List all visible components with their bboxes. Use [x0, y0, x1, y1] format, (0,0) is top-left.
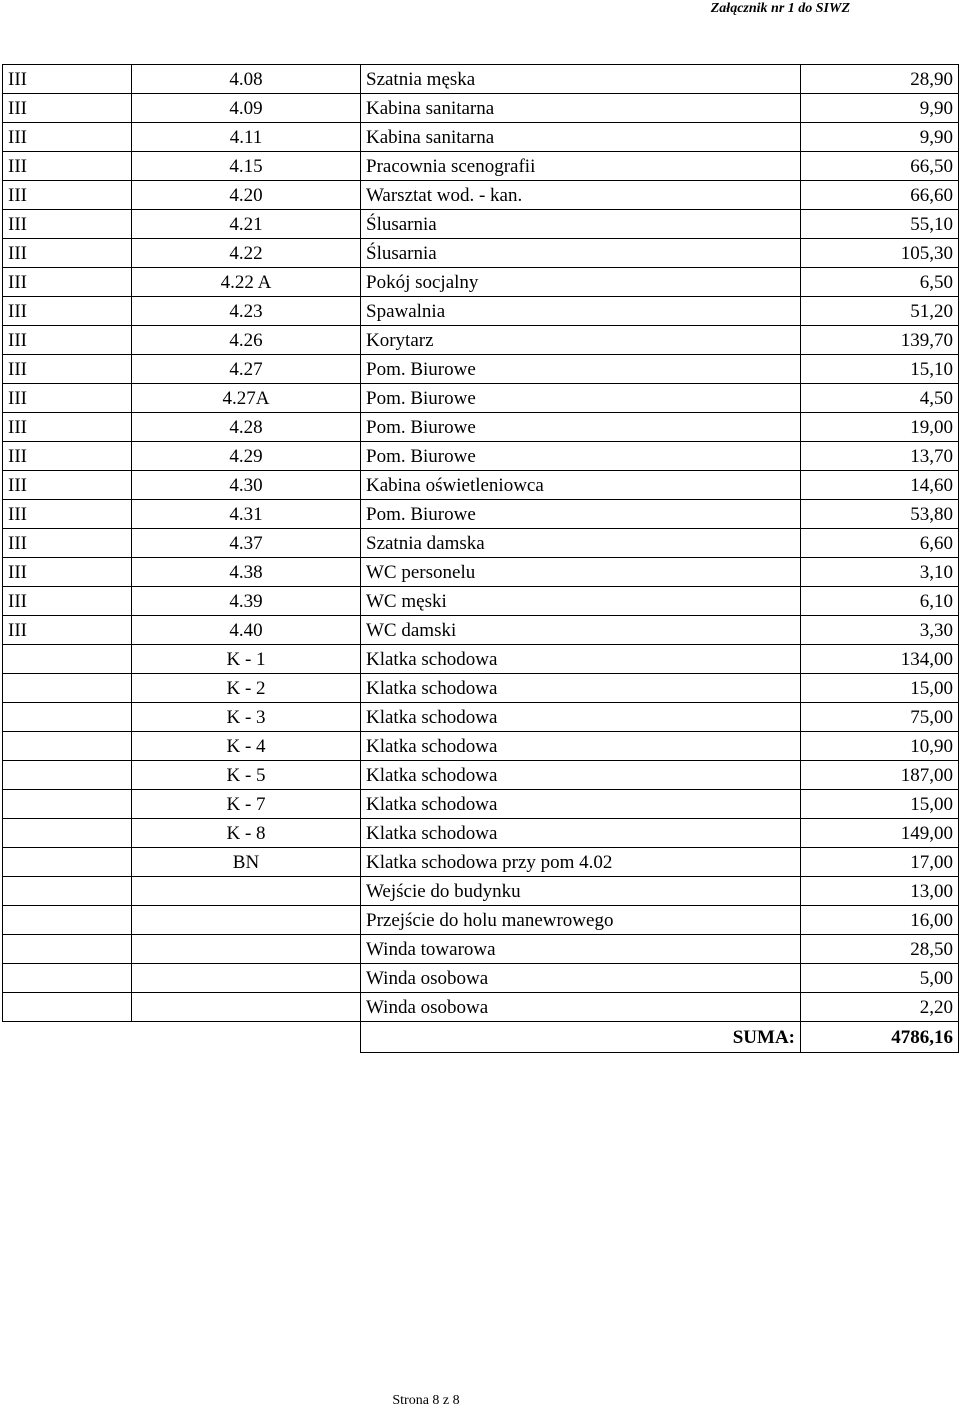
area-cell: 14,60 — [801, 471, 959, 500]
room-name-cell: Wejście do budynku — [361, 877, 801, 906]
floor-cell: III — [3, 558, 132, 587]
rooms-table — [2, 64, 959, 1053]
room-name-cell: Kabina sanitarna — [361, 94, 801, 123]
area-cell: 187,00 — [801, 761, 959, 790]
table-row — [3, 471, 959, 500]
area-cell: 28,50 — [801, 935, 959, 964]
floor-cell — [3, 906, 132, 935]
room-number-cell: 4.20 — [132, 181, 361, 210]
floor-cell — [3, 877, 132, 906]
room-number-cell: 4.29 — [132, 442, 361, 471]
room-number-cell: 4.40 — [132, 616, 361, 645]
floor-cell: III — [3, 616, 132, 645]
table-row — [3, 94, 959, 123]
table-row — [3, 645, 959, 674]
table-row — [3, 384, 959, 413]
room-number-cell: K - 1 — [132, 645, 361, 674]
table-row — [3, 123, 959, 152]
table-row — [3, 442, 959, 471]
room-name-cell: Winda towarowa — [361, 935, 801, 964]
area-cell: 51,20 — [801, 297, 959, 326]
room-number-cell: K - 5 — [132, 761, 361, 790]
room-name-cell: Klatka schodowa — [361, 703, 801, 732]
room-name-cell: WC personelu — [361, 558, 801, 587]
floor-cell — [3, 761, 132, 790]
area-cell: 66,60 — [801, 181, 959, 210]
table-row — [3, 297, 959, 326]
area-cell: 9,90 — [801, 123, 959, 152]
table-row — [3, 181, 959, 210]
room-number-cell: 4.30 — [132, 471, 361, 500]
room-number-cell: 4.09 — [132, 94, 361, 123]
area-cell: 10,90 — [801, 732, 959, 761]
room-name-cell: Winda osobowa — [361, 964, 801, 993]
area-cell: 3,10 — [801, 558, 959, 587]
area-cell: 6,10 — [801, 587, 959, 616]
room-name-cell: Korytarz — [361, 326, 801, 355]
floor-cell: III — [3, 355, 132, 384]
area-cell: 139,70 — [801, 326, 959, 355]
table-row — [3, 703, 959, 732]
room-number-cell: K - 4 — [132, 732, 361, 761]
room-number-cell: 4.27A — [132, 384, 361, 413]
area-cell: 134,00 — [801, 645, 959, 674]
floor-cell: III — [3, 65, 132, 94]
area-cell: 53,80 — [801, 500, 959, 529]
room-name-cell: Pokój socjalny — [361, 268, 801, 297]
summary-total: 4786,16 — [801, 1022, 959, 1053]
summary-spacer — [3, 1022, 132, 1053]
area-cell: 149,00 — [801, 819, 959, 848]
room-name-cell: Klatka schodowa przy pom 4.02 — [361, 848, 801, 877]
floor-cell: III — [3, 94, 132, 123]
room-number-cell: 4.15 — [132, 152, 361, 181]
table-row — [3, 587, 959, 616]
room-name-cell: Pom. Biurowe — [361, 384, 801, 413]
room-name-cell: Winda osobowa — [361, 993, 801, 1022]
table-row — [3, 268, 959, 297]
room-number-cell: 4.22 — [132, 239, 361, 268]
floor-cell — [3, 732, 132, 761]
room-name-cell: Szatnia damska — [361, 529, 801, 558]
table-row — [3, 355, 959, 384]
floor-cell: III — [3, 152, 132, 181]
room-number-cell: K - 3 — [132, 703, 361, 732]
floor-cell — [3, 819, 132, 848]
floor-cell — [3, 790, 132, 819]
floor-cell: III — [3, 326, 132, 355]
rooms-table-body — [3, 65, 959, 1022]
floor-cell: III — [3, 297, 132, 326]
room-name-cell: Klatka schodowa — [361, 761, 801, 790]
summary-spacer — [132, 1022, 361, 1053]
summary-label: SUMA: — [361, 1022, 801, 1053]
floor-cell — [3, 964, 132, 993]
table-row — [3, 790, 959, 819]
room-name-cell: Pom. Biurowe — [361, 413, 801, 442]
table-row — [3, 761, 959, 790]
summary-row — [3, 1022, 959, 1053]
table-row — [3, 558, 959, 587]
table-row — [3, 964, 959, 993]
room-number-cell: K - 2 — [132, 674, 361, 703]
area-cell: 75,00 — [801, 703, 959, 732]
area-cell: 13,70 — [801, 442, 959, 471]
table-row — [3, 210, 959, 239]
room-number-cell — [132, 935, 361, 964]
room-number-cell: K - 8 — [132, 819, 361, 848]
table-row — [3, 152, 959, 181]
floor-cell — [3, 703, 132, 732]
room-name-cell: Spawalnia — [361, 297, 801, 326]
room-name-cell: Klatka schodowa — [361, 732, 801, 761]
area-cell: 15,00 — [801, 674, 959, 703]
room-name-cell: Kabina oświetleniowca — [361, 471, 801, 500]
floor-cell: III — [3, 587, 132, 616]
table-row — [3, 616, 959, 645]
room-name-cell: WC męski — [361, 587, 801, 616]
floor-cell: III — [3, 529, 132, 558]
room-number-cell: 4.38 — [132, 558, 361, 587]
floor-cell: III — [3, 210, 132, 239]
room-number-cell: 4.37 — [132, 529, 361, 558]
area-cell: 2,20 — [801, 993, 959, 1022]
room-name-cell: Klatka schodowa — [361, 645, 801, 674]
floor-cell: III — [3, 500, 132, 529]
room-number-cell: 4.26 — [132, 326, 361, 355]
area-cell: 55,10 — [801, 210, 959, 239]
area-cell: 6,60 — [801, 529, 959, 558]
table-row — [3, 993, 959, 1022]
area-cell: 16,00 — [801, 906, 959, 935]
room-number-cell — [132, 964, 361, 993]
floor-cell — [3, 935, 132, 964]
room-name-cell: Kabina sanitarna — [361, 123, 801, 152]
room-name-cell: Pom. Biurowe — [361, 442, 801, 471]
page-number: Strona 8 z 8 — [392, 1393, 460, 1408]
floor-cell — [3, 645, 132, 674]
room-number-cell: 4.39 — [132, 587, 361, 616]
room-name-cell: Pom. Biurowe — [361, 500, 801, 529]
floor-cell: III — [3, 442, 132, 471]
table-row — [3, 413, 959, 442]
floor-cell: III — [3, 268, 132, 297]
room-name-cell: Klatka schodowa — [361, 674, 801, 703]
floor-cell: III — [3, 384, 132, 413]
room-name-cell: Pom. Biurowe — [361, 355, 801, 384]
floor-cell: III — [3, 413, 132, 442]
room-number-cell: K - 7 — [132, 790, 361, 819]
area-cell: 105,30 — [801, 239, 959, 268]
room-number-cell: BN — [132, 848, 361, 877]
table-row — [3, 500, 959, 529]
room-name-cell: Klatka schodowa — [361, 819, 801, 848]
room-number-cell: 4.21 — [132, 210, 361, 239]
room-number-cell: 4.31 — [132, 500, 361, 529]
room-name-cell: Klatka schodowa — [361, 790, 801, 819]
floor-cell: III — [3, 181, 132, 210]
annex-header: Załącznik nr 1 do SIWZ — [710, 1, 850, 16]
room-number-cell: 4.11 — [132, 123, 361, 152]
floor-cell — [3, 848, 132, 877]
room-name-cell: WC damski — [361, 616, 801, 645]
area-cell: 13,00 — [801, 877, 959, 906]
floor-cell — [3, 674, 132, 703]
floor-cell: III — [3, 123, 132, 152]
area-cell: 19,00 — [801, 413, 959, 442]
room-name-cell: Ślusarnia — [361, 239, 801, 268]
table-row — [3, 848, 959, 877]
table-row — [3, 529, 959, 558]
table-row — [3, 906, 959, 935]
table-row — [3, 877, 959, 906]
area-cell: 9,90 — [801, 94, 959, 123]
area-cell: 4,50 — [801, 384, 959, 413]
area-cell: 5,00 — [801, 964, 959, 993]
room-number-cell: 4.22 A — [132, 268, 361, 297]
table-row — [3, 326, 959, 355]
area-cell: 3,30 — [801, 616, 959, 645]
table-row — [3, 819, 959, 848]
table-row — [3, 732, 959, 761]
room-number-cell — [132, 906, 361, 935]
room-number-cell: 4.27 — [132, 355, 361, 384]
floor-cell: III — [3, 471, 132, 500]
area-cell: 6,50 — [801, 268, 959, 297]
room-name-cell: Ślusarnia — [361, 210, 801, 239]
floor-cell: III — [3, 239, 132, 268]
area-cell: 28,90 — [801, 65, 959, 94]
room-name-cell: Szatnia męska — [361, 65, 801, 94]
area-cell: 66,50 — [801, 152, 959, 181]
room-number-cell: 4.08 — [132, 65, 361, 94]
room-number-cell: 4.28 — [132, 413, 361, 442]
table-row — [3, 239, 959, 268]
room-number-cell — [132, 993, 361, 1022]
floor-cell — [3, 993, 132, 1022]
table-row — [3, 65, 959, 94]
area-cell: 17,00 — [801, 848, 959, 877]
room-name-cell: Pracownia scenografii — [361, 152, 801, 181]
room-number-cell — [132, 877, 361, 906]
table-row — [3, 935, 959, 964]
room-name-cell: Warsztat wod. - kan. — [361, 181, 801, 210]
room-name-cell: Przejście do holu manewrowego — [361, 906, 801, 935]
room-number-cell: 4.23 — [132, 297, 361, 326]
area-cell: 15,10 — [801, 355, 959, 384]
area-cell: 15,00 — [801, 790, 959, 819]
table-row — [3, 674, 959, 703]
